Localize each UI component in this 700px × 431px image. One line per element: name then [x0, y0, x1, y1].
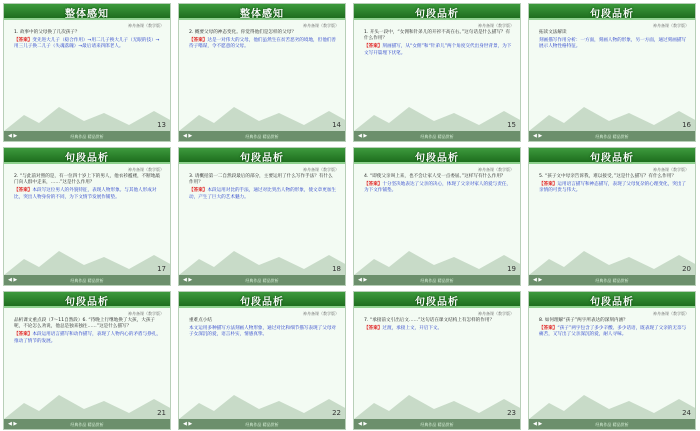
slide-body: [364, 174, 512, 195]
slide-tag: 神舟备课（教学版）: [128, 167, 164, 172]
answer-text: 运用语言描写和神态描写，表现了父母复杂的心理变化，突出了亲情的可贵与伟大。: [539, 182, 687, 194]
slide-tag: 神舟备课（教学版）: [303, 311, 339, 316]
slide-header: [179, 4, 345, 20]
slide-question: 拓读文法解读: [539, 30, 567, 35]
landscape-decoration: [354, 101, 521, 131]
slide-header: [354, 4, 520, 20]
slide-header: [4, 292, 170, 308]
answer-text: 本段运用语言描写和动作描写，表现了人物内心的矛盾与挣扎，推动了情节的发展。: [14, 332, 162, 344]
landscape-decoration: [529, 101, 696, 131]
answer-text: 十分坚决地表达了父亲的决心，体现了父亲对家人的爱与责任，为下文作铺垫。: [364, 182, 512, 194]
slide-header: [4, 148, 170, 164]
slide-header: [4, 4, 170, 20]
answer-text: 本段写这位男人的外貌特征，表现人物形象。与其他人形成对比，突出人物身份的不同，为下文情节发展作铺垫。: [14, 188, 157, 200]
slide-number: 13: [157, 121, 166, 129]
landscape-decoration: [179, 101, 346, 131]
slide-body: [14, 174, 162, 201]
slide-tag: 神舟备课（教学版）: [478, 167, 514, 172]
slide-header: [179, 148, 345, 164]
answer-label: 【答案】: [14, 38, 33, 44]
footer-text: 经典作品 精品赏析: [245, 422, 279, 427]
landscape-decoration: [4, 245, 171, 275]
slide-header: [529, 292, 695, 308]
footer-text: 经典作品 精品赏析: [70, 278, 104, 283]
slide-tag: 神舟备课（教学版）: [128, 311, 164, 316]
slide-title: 句段品析: [590, 297, 634, 308]
slide-number: 23: [507, 409, 516, 417]
answer-label: 【答案】: [539, 326, 558, 332]
slide-header: [354, 292, 520, 308]
slide-tag: 神舟备课（教学版）: [303, 23, 339, 28]
answer-text: 过渡，承接上文，开启下文。: [382, 326, 443, 332]
slide-question: 1. 故事中的父母换了几次孩子？: [14, 30, 80, 35]
nav-icons[interactable]: ◀ ▶: [358, 133, 368, 139]
slide-title: 句段品析: [65, 153, 109, 164]
slide-thumbnail[interactable]: [3, 3, 171, 142]
answer-label: 【答案】: [364, 182, 383, 188]
slide-question: 品析课文重点段（7～11自然段）6. “待晚上行继地换了大孩，大孩子呢，不论怎么劝说，他总是独来独往……”这是什么描写？: [14, 318, 156, 330]
nav-icons[interactable]: ◀ ▶: [183, 421, 193, 427]
slide-title: 句段品析: [65, 297, 109, 308]
slide-body: [539, 30, 687, 51]
slide-question: 2. “与此前对照的是，有一位四十岁上下的男人，他衣衫褴褛，不断地敲门向人群中走来，……”这是什么作用？: [14, 174, 161, 186]
slide-footer: [179, 131, 345, 141]
landscape-decoration: [179, 389, 346, 419]
slide-tag: 神舟备课（教学版）: [128, 23, 164, 28]
landscape-decoration: [529, 389, 696, 419]
slide-footer: [354, 131, 520, 141]
slide-footer: [4, 131, 170, 141]
nav-icons[interactable]: ◀ ▶: [8, 277, 18, 283]
slide-header: [529, 148, 695, 164]
slide-question: 2. 概要父母的神态变化。你觉得他们是怎样的父母？: [189, 30, 296, 35]
nav-icons[interactable]: ◀ ▶: [533, 421, 543, 427]
slide-thumbnail[interactable]: [178, 3, 346, 142]
slide-number: 16: [682, 121, 691, 129]
slide-body: [189, 318, 337, 339]
nav-icons[interactable]: ◀ ▶: [183, 133, 193, 139]
slide-tag: 神舟备课（教学版）: [303, 167, 339, 172]
slide-title: 句段品析: [590, 153, 634, 164]
landscape-decoration: [4, 101, 171, 131]
slide-thumbnail[interactable]: [353, 3, 521, 142]
landscape-decoration: [354, 245, 521, 275]
slide-thumbnail[interactable]: [528, 147, 696, 286]
slide-footer: [4, 275, 170, 285]
slide-title: 句段品析: [415, 153, 459, 164]
slide-tag: 神舟备课（教学版）: [478, 23, 514, 28]
slide-title: 句段品析: [415, 9, 459, 20]
slide-question: 1. 开头一段中，“女佣和针弟儿的开衫不高在右。”这句话是什么描写？有什么作用？: [364, 30, 511, 42]
slide-question: 重难点小结: [189, 318, 212, 323]
slide-number: 17: [157, 265, 166, 273]
slide-number: 20: [682, 265, 691, 273]
slide-number: 22: [332, 409, 341, 417]
answer-text: “孩子”两字包含了多少辛酸、多少话语，既表现了父亲的无奈与痛苦，又写出了父亲深沉的爱，耐人寻味。: [539, 326, 687, 338]
slide-footer: [354, 419, 520, 429]
slide-title: 整体感知: [65, 9, 109, 20]
nav-icons[interactable]: ◀ ▶: [358, 277, 368, 283]
slide-body: [14, 30, 162, 51]
slide-footer: [529, 131, 695, 141]
footer-text: 经典作品 精品赏析: [420, 134, 454, 139]
slide-footer: [179, 419, 345, 429]
slide-thumbnail[interactable]: [353, 291, 521, 430]
footer-text: 经典作品 精品赏析: [245, 134, 279, 139]
slide-body: [364, 30, 512, 57]
slide-thumbnail[interactable]: [353, 147, 521, 286]
slide-number: 19: [507, 265, 516, 273]
slide-footer: [179, 275, 345, 285]
footer-text: 经典作品 精品赏析: [420, 422, 454, 427]
slide-title: 句段品析: [415, 297, 459, 308]
slide-title: 句段品析: [240, 297, 284, 308]
answer-label: 【答案】: [189, 38, 208, 44]
nav-icons[interactable]: ◀ ▶: [8, 133, 18, 139]
answer-text: 本文运用多种描写方法刻画人物形象，通过对比和细节描写表现了父母对子女深沉的爱，语言朴实，情感真挚。: [189, 326, 337, 338]
slide-footer: [354, 275, 520, 285]
slide-question: 3. 请概括第一二自然段最后的部分，主要运用了什么写作手法？有什么作用？: [189, 174, 333, 186]
nav-icons[interactable]: ◀ ▶: [533, 133, 543, 139]
slide-body: [364, 318, 512, 332]
answer-text: 刻画描写作用分析：一方面，刻画人物的形象，另一方面，通过刻画描写展示人物性格特征。: [539, 38, 687, 50]
answer-label: 【答案】: [364, 44, 383, 50]
slide-question: 5. “孩子文中母亲告诉我，难以接受，”这是什么描写？有什么作用？: [539, 174, 676, 179]
slide-body: [539, 174, 687, 195]
slide-thumbnail[interactable]: [528, 3, 696, 142]
footer-text: 经典作品 精品赏析: [70, 134, 104, 139]
slide-tag: 神舟备课（教学版）: [478, 311, 514, 316]
slide-body: [539, 318, 687, 339]
slide-thumbnail[interactable]: [3, 291, 171, 430]
footer-text: 经典作品 精品赏析: [420, 278, 454, 283]
slide-footer: [529, 275, 695, 285]
nav-icons[interactable]: ◀ ▶: [533, 277, 543, 283]
slide-tag: 神舟备课（教学版）: [653, 311, 689, 316]
slide-body: [189, 174, 337, 201]
slide-number: 18: [332, 265, 341, 273]
slide-body: [14, 318, 162, 345]
slide-number: 14: [332, 121, 341, 129]
landscape-decoration: [179, 245, 346, 275]
answer-text: 达是一对伟大的父母，他们虽然生在贫苦恶劣的境地，但他们善待子嗜谋，令不愿意的父母。: [189, 38, 337, 50]
slide-tag: 神舟备课（教学版）: [653, 167, 689, 172]
slide-header: [529, 4, 695, 20]
slide-header: [354, 148, 520, 164]
answer-label: 【答案】: [189, 188, 208, 194]
answer-label: 【答案】: [14, 188, 33, 194]
answer-label: 【答案】: [364, 326, 383, 332]
slide-thumbnail[interactable]: [528, 291, 696, 430]
nav-icons[interactable]: ◀ ▶: [8, 421, 18, 427]
slide-tag: 神舟备课（教学版）: [653, 23, 689, 28]
slide-footer: [4, 419, 170, 429]
slide-title: 句段品析: [590, 9, 634, 20]
slide-body: [189, 30, 337, 51]
answer-label: 【答案】: [539, 182, 558, 188]
answer-text: 刻画描写，从“女佣”和“针弟儿”两个角度交代出身世背景，为下文写开篇埋下伏笔。: [364, 44, 512, 56]
landscape-decoration: [529, 245, 696, 275]
slide-number: 15: [507, 121, 516, 129]
answer-label: 【答案】: [14, 332, 33, 338]
slide-footer: [529, 419, 695, 429]
slide-number: 24: [682, 409, 691, 417]
answer-text: 本段运用对比的手法，通过对比突出人物的形象，使文章更加生动，产生了巨大的艺术魅力。: [189, 188, 337, 200]
nav-icons[interactable]: ◀ ▶: [183, 277, 193, 283]
slide-thumbnail[interactable]: [178, 147, 346, 286]
footer-text: 经典作品 精品赏析: [595, 422, 629, 427]
slide-title: 句段品析: [240, 153, 284, 164]
slide-thumbnail[interactable]: [178, 291, 346, 430]
landscape-decoration: [354, 389, 521, 419]
footer-text: 经典作品 精品赏析: [595, 134, 629, 139]
landscape-decoration: [4, 389, 171, 419]
slide-question: 4. “即使父亲叫上来，也不会让家人受一点委屈。”这样写有什么作用？: [364, 174, 506, 179]
nav-icons[interactable]: ◀ ▶: [358, 421, 368, 427]
slide-number: 21: [157, 409, 166, 417]
footer-text: 经典作品 精品赏析: [245, 278, 279, 283]
answer-text: 变先进大儿子（稳合作用）→用二儿子换大儿子（无眼的技）→用三儿子换二儿子（失魂落魄）→最后请来四郎老人。: [14, 38, 160, 50]
slide-question: 8. 如何理解“孩子”两字所表达的深刻内涵？: [539, 318, 628, 323]
slide-thumbnail[interactable]: [3, 147, 171, 286]
slide-question: 7. “承接前文引出后文……”这句话在课文结构上有怎样的作用？: [364, 318, 495, 323]
slide-title: 整体感知: [240, 9, 284, 20]
footer-text: 经典作品 精品赏析: [70, 422, 104, 427]
footer-text: 经典作品 精品赏析: [595, 278, 629, 283]
slide-header: [179, 292, 345, 308]
